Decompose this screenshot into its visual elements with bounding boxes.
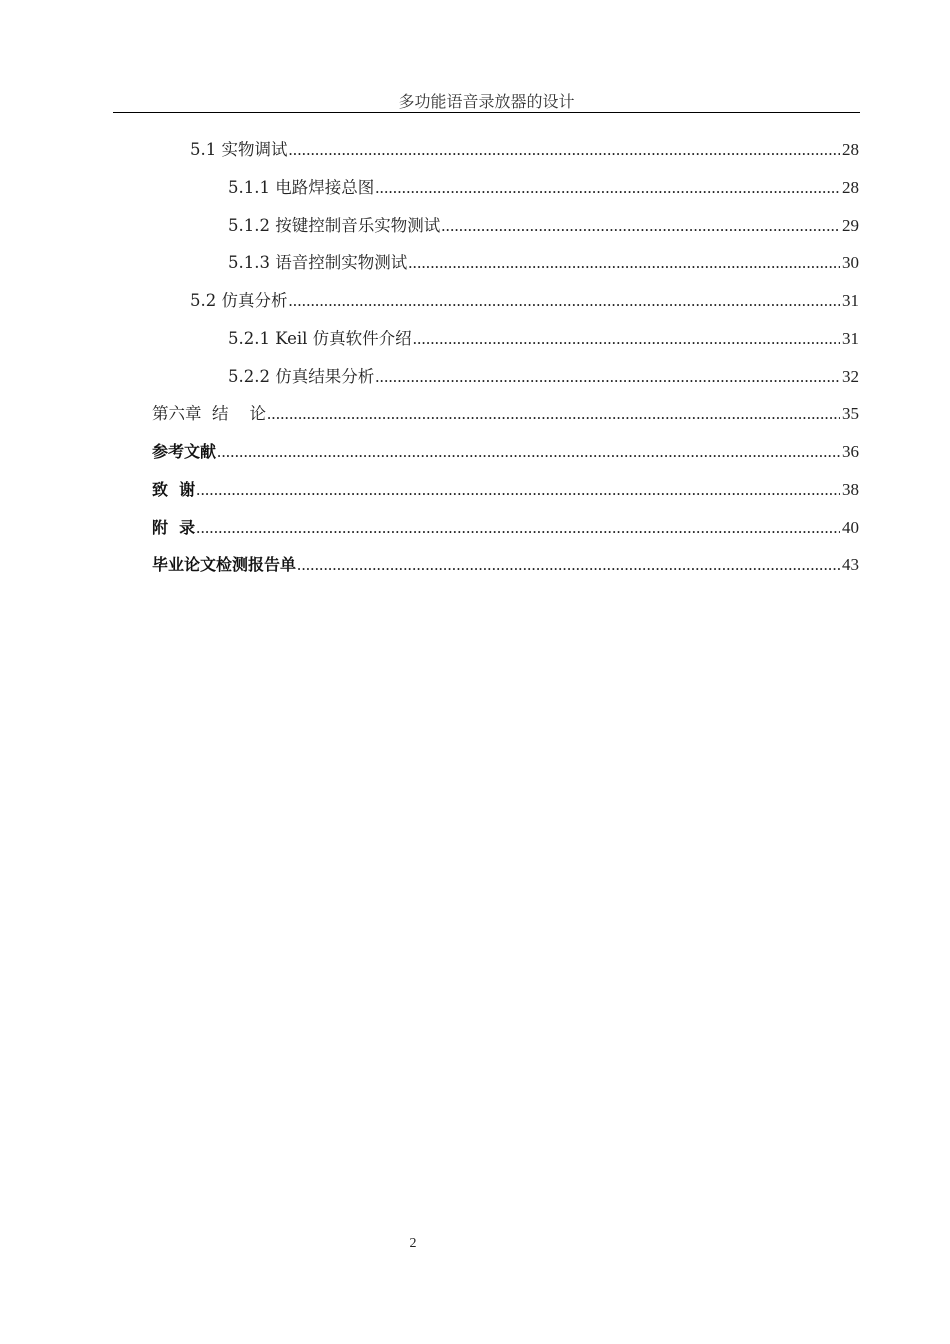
toc-leader-dots: [375, 365, 840, 389]
toc-entry-label: 参考文献: [152, 442, 217, 461]
toc-entry[interactable]: [228, 251, 859, 275]
toc-entry-label: 5.1.3 语音控制实物测试: [228, 253, 408, 272]
toc-leader-dots: [196, 478, 840, 502]
toc-entry-page: 28: [842, 140, 859, 159]
toc-leader-dots: [267, 402, 840, 426]
toc-entry[interactable]: [152, 478, 859, 502]
toc-entry[interactable]: [190, 289, 859, 313]
toc-entry-page: 32: [842, 367, 859, 386]
toc-entry[interactable]: [228, 365, 859, 389]
toc-entry-label: 5.1.1 电路焊接总图: [228, 178, 375, 197]
toc-entry[interactable]: [152, 440, 859, 464]
toc-entry-page: 31: [842, 329, 859, 348]
toc-entry-label: 5.2 仿真分析: [190, 291, 288, 310]
toc-leader-dots: [196, 516, 840, 540]
toc-entry-page: 35: [842, 404, 859, 423]
toc-entry-page: 43: [842, 555, 859, 574]
toc-entry[interactable]: [228, 327, 859, 351]
toc-entry-label: 附 录: [152, 518, 196, 537]
header-title: 多功能语音录放器的设计: [398, 92, 575, 111]
toc-entry-page: 28: [842, 178, 859, 197]
toc-entry-label: 5.2.1 Keil 仿真软件介绍: [228, 329, 412, 348]
toc-entry[interactable]: [190, 138, 859, 162]
page-number: 2: [409, 1236, 417, 1251]
toc-leader-dots: [375, 176, 840, 200]
toc-leader-dots: [289, 289, 841, 313]
toc-entry[interactable]: [228, 214, 859, 238]
toc-entry-label: 5.1 实物调试: [190, 140, 288, 159]
toc-entry[interactable]: [152, 516, 859, 540]
toc-leader-dots: [289, 138, 841, 162]
toc-entry-label: 毕业论文检测报告单: [152, 555, 297, 574]
toc-entry-page: 30: [842, 253, 859, 272]
toc-leader-dots: [408, 251, 840, 275]
toc-entry-label: 5.2.2 仿真结果分析: [228, 367, 375, 386]
toc-entry-page: 40: [842, 518, 859, 537]
toc-leader-dots: [217, 440, 840, 464]
toc-entry-page: 38: [842, 480, 859, 499]
toc-entry-page: 29: [842, 216, 859, 235]
toc-entry-label: 5.1.2 按键控制音乐实物测试: [228, 216, 441, 235]
toc-entry-page: 36: [842, 442, 859, 461]
toc-leader-dots: [297, 553, 840, 577]
toc-leader-dots: [413, 327, 840, 351]
toc-entry-page: 31: [842, 291, 859, 310]
toc-entry[interactable]: [228, 176, 859, 200]
toc-leader-dots: [441, 214, 840, 238]
toc-entry-label: 第六章 结 论: [152, 404, 266, 423]
toc-entry-label: 致 谢: [152, 480, 196, 499]
toc-entry[interactable]: [152, 553, 859, 577]
page-header: [113, 92, 860, 113]
toc-entry[interactable]: [152, 402, 859, 426]
